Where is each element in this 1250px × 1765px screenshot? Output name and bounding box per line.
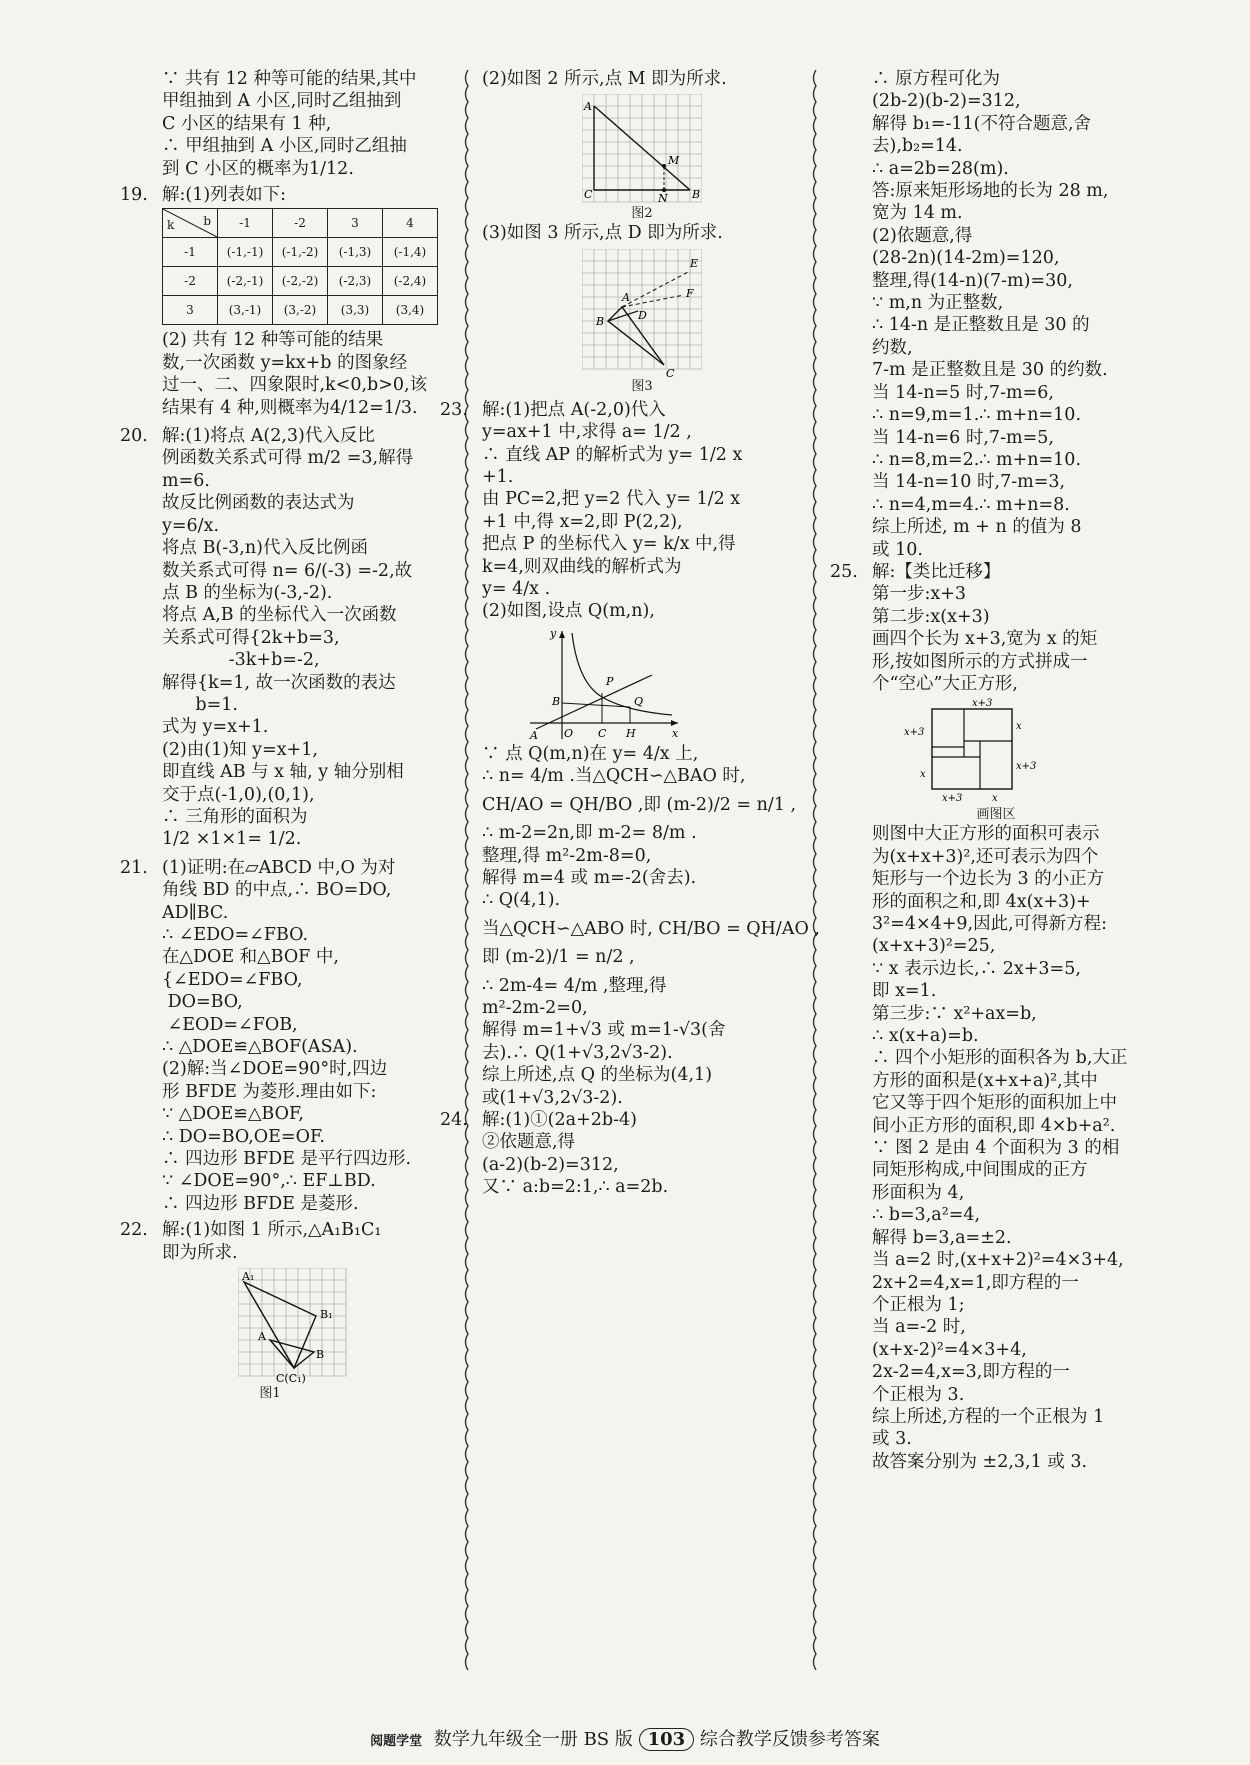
text-line: ∵ 图 2 是由 4 个面积为 3 的相	[872, 1138, 1120, 1159]
label-bottom: x+3	[942, 793, 963, 805]
text-line: b=1.	[162, 694, 238, 715]
question-23	[440, 399, 820, 1109]
text-line: 或 3.	[872, 1429, 912, 1450]
text-line: 2x+2=4,x=1,即方程的一	[872, 1272, 1079, 1293]
text-line: 当 a=2 时,(x+x+2)²=4×3+4,	[872, 1250, 1124, 1271]
text-line: 数关系式可得 n= 6/(-3) =-2,故	[162, 560, 413, 581]
table-header: -2	[273, 209, 328, 238]
text-line: y= 4/x .	[482, 579, 551, 600]
figure-caption: 图3	[631, 378, 653, 394]
text-line: 综上所述,点 Q 的坐标为(4,1)	[482, 1065, 713, 1086]
brand-logo: 阅题学堂	[370, 1734, 423, 1749]
text-line: {∠EDO=∠FBO,	[162, 969, 303, 990]
text-line: 在△DOE 和△BOF 中,	[162, 947, 339, 968]
question-24-continued	[830, 68, 1160, 561]
label-y: y	[550, 626, 557, 640]
text-line: 为(x+x+3)²,还可表示为四个	[872, 846, 1099, 867]
text-line: DO=BO,	[162, 992, 243, 1013]
text-line: ∵ m,n 为正整数,	[872, 293, 1004, 314]
text-line: 它又等于四个矩形的面积加上中	[872, 1093, 1117, 1114]
text-line: ∴ 三角形的面积为	[162, 806, 308, 827]
text-line: (x+x-2)²=4×3+4,	[872, 1339, 1027, 1360]
text-line: 个正根为 1;	[872, 1294, 965, 1315]
footer-section-title: 综合教学反馈参考答案	[699, 1729, 880, 1750]
figure-1	[238, 1268, 348, 1386]
page-number: 103	[639, 1728, 695, 1751]
text-line: 第三步:∵ x²+ax=b,	[872, 1003, 1037, 1024]
text-line: 即为所求.	[162, 1242, 238, 1263]
table-cell: (-1,-1)	[218, 238, 273, 267]
text-line: 即 x=1.	[872, 981, 937, 1002]
label-top: x+3	[972, 698, 993, 710]
question-number: 19.	[120, 185, 148, 206]
text-line: ∴ n=9,m=1.∴ m+n=10.	[872, 405, 1082, 426]
text-line: 约数,	[872, 337, 913, 358]
label-c: C	[584, 188, 593, 202]
text-line: 故答案分别为 ±2,3,1 或 3.	[872, 1451, 1088, 1472]
label-n: N	[658, 192, 668, 206]
column-1	[120, 68, 460, 1402]
text-line: (28-2n)(14-2m)=120,	[872, 248, 1060, 269]
text-line: 解得 m=4 或 m=-2(舍去).	[482, 867, 697, 888]
text-line: k=4,则双曲线的解析式为	[482, 556, 682, 577]
text-line: ∴ m-2=2n,即 m-2= 8/m .	[482, 823, 697, 844]
label-p: P	[606, 674, 614, 688]
label-c: C	[598, 726, 607, 740]
label-c: C(C₁)	[276, 1372, 306, 1386]
text-line: 形 BFDE 为菱形.理由如下:	[162, 1081, 377, 1102]
text-line: 角线 BD 的中点,∴ BO=DO,	[162, 880, 392, 901]
row-header: -1	[163, 238, 218, 267]
text-line: 宽为 14 m.	[872, 203, 963, 224]
text-line: 点 B 的坐标为(-3,-2).	[162, 582, 333, 603]
text-line: ∴ DO=BO,OE=OF.	[162, 1126, 325, 1147]
text-line: (x+x+3)²=25,	[872, 936, 996, 957]
table-cell: (3,4)	[383, 296, 438, 325]
text-line: 1/2 ×1×1= 1/2.	[162, 829, 302, 850]
text-line: 形的面积之和,即 4x(x+3)+	[872, 891, 1091, 912]
text-line: 到 C 小区的概率为1/12.	[162, 158, 354, 179]
label-h: H	[626, 726, 636, 740]
question-number: 20.	[120, 426, 148, 447]
text-line: ∴ a=2b=28(m).	[872, 158, 1009, 179]
table-row	[163, 267, 438, 296]
text-line: 将点 A,B 的坐标代入一次函数	[162, 605, 397, 626]
text-line: 2x-2=4,x=3,即方程的一	[872, 1362, 1070, 1383]
text-line: 将点 B(-3,n)代入反比例函	[162, 538, 368, 559]
figure-2	[582, 94, 702, 206]
text-line: 解:(1)①(2a+2b-4)	[482, 1109, 637, 1130]
label-x: x	[672, 726, 679, 740]
text-line: 答:原来矩形场地的长为 28 m,	[872, 181, 1109, 202]
text-line: 则图中大正方形的面积可表示	[872, 824, 1100, 845]
text-line: ∴ 直线 AP 的解析式为 y= 1/2 x	[482, 444, 743, 465]
text-line: ∴ △DOE≌△BOF(ASA).	[162, 1037, 358, 1058]
figure-3	[582, 249, 702, 379]
table-cell: (3,3)	[328, 296, 383, 325]
text-line: ∴ 四个小矩形的面积各为 b,大正	[872, 1048, 1128, 1069]
text-line: y=6/x.	[162, 515, 220, 536]
text-line: ∵ 点 Q(m,n)在 y= 4/x 上,	[482, 743, 699, 764]
text-line: 例函数关系式可得 m/2 =3,解得	[162, 448, 414, 469]
label-a: A	[258, 1330, 266, 1344]
label-a1: A₁	[242, 1270, 255, 1284]
text-line: ∴ n=8,m=2.∴ m+n=10.	[872, 449, 1082, 470]
text-line: y=ax+1 中,求得 a= 1/2 ,	[482, 422, 692, 443]
table-cell: (-2,-2)	[273, 267, 328, 296]
table-cell: (-1,3)	[328, 238, 383, 267]
question-20	[120, 425, 460, 851]
text-line: ∴ ∠EDO=∠FBO.	[162, 925, 309, 945]
text-line: 式为 y=x+1.	[162, 717, 269, 738]
text-line: ∵ △DOE≌△BOF,	[162, 1104, 304, 1125]
label-top-right: x	[1016, 721, 1022, 733]
text-line: ∴ 14-n 是正整数且是 30 的	[872, 315, 1090, 336]
text-line: +1.	[482, 467, 514, 488]
table-corner	[163, 209, 218, 238]
text-line: 去),b₂=14.	[872, 136, 963, 157]
text-line: 当 14-n=6 时,7-m=5,	[872, 427, 1054, 448]
row-header: -2	[163, 267, 218, 296]
text-line: 甲组抽到 A 小区,同时乙组抽到	[162, 91, 402, 112]
text-line: ∵ 共有 12 种等可能的结果,其中	[162, 69, 417, 89]
text-line: 解:(1)如图 1 所示,△A₁B₁C₁	[162, 1220, 382, 1241]
text-line: 整理,得 m²-2m-8=0,	[482, 845, 652, 866]
column-3	[830, 68, 1160, 1473]
text-line: 解得{k=1, 故一次函数的表达	[162, 672, 396, 693]
corner-label-k: k	[167, 218, 175, 233]
square-figure	[902, 695, 1052, 807]
text-line: 整理,得(14-n)(7-m)=30,	[872, 270, 1073, 291]
question-number: 24.	[440, 1109, 468, 1130]
table-cell: (3,-1)	[218, 296, 273, 325]
text-line: ∠EOD=∠FOB,	[162, 1014, 298, 1035]
text-line: 由 PC=2,把 y=2 代入 y= 1/2 x	[482, 489, 741, 510]
table-cell: (3,-2)	[273, 296, 328, 325]
figure-caption: 图1	[259, 1386, 281, 1402]
label-c: C	[666, 366, 675, 379]
text-line: (3)如图 3 所示,点 D 即为所求.	[482, 223, 723, 244]
text-line: (2)依题意,得	[872, 225, 973, 246]
text-line: ∵ ∠DOE=90°,∴ EF⊥BD.	[162, 1171, 376, 1192]
text-line: (2)如图 2 所示,点 M 即为所求.	[482, 69, 727, 89]
table-cell: (-1,4)	[383, 238, 438, 267]
label-d: D	[638, 308, 647, 322]
text-line: 当△QCH∽△ABO 时, CH/BO = QH/AO ,	[482, 918, 820, 939]
text-line: 或(1+√3,2√3-2).	[482, 1087, 623, 1108]
text-line: ∴ 四边形 BFDE 是菱形.	[162, 1193, 359, 1214]
text-line: 解得 b=3,a=±2.	[872, 1227, 1012, 1248]
text-line: (2)解:当∠DOE=90°时,四边	[162, 1059, 388, 1080]
text-line: 解得 m=1+√3 或 m=1-√3(舍	[482, 1020, 726, 1041]
column-separator-2	[810, 70, 822, 1670]
question-number: 21.	[120, 857, 148, 878]
table-row	[163, 296, 438, 325]
text-line: C 小区的结果有 1 种,	[162, 113, 332, 134]
text-line: 综上所述,方程的一个正根为 1	[872, 1406, 1105, 1427]
text-line: +1 中,得 x=2,即 P(2,2),	[482, 511, 683, 532]
text-line: ②依题意,得	[482, 1132, 576, 1153]
question-number: 23.	[440, 399, 468, 420]
label-b: B	[692, 188, 701, 202]
column-2	[440, 68, 820, 1199]
question-19	[120, 184, 460, 206]
text-line: 形,按如图所示的方式拼成一	[872, 651, 1088, 672]
question-22	[120, 1219, 460, 1264]
figure-caption: 图2	[631, 206, 653, 222]
text-line: 解:(1)将点 A(2,3)代入反比	[162, 426, 375, 447]
text-line: (1)证明:在▱ABCD 中,O 为对	[162, 857, 396, 878]
row-header: 3	[163, 296, 218, 325]
figure-caption: 画图区	[976, 807, 1016, 823]
label-left-2: x	[920, 769, 926, 781]
text-line: 3²=4×4+9,因此,可得新方程:	[872, 914, 1108, 934]
text-line: 同矩形构成,中间围成的正方	[872, 1160, 1088, 1181]
text-line: 形面积为 4,	[872, 1182, 965, 1203]
table-cell: (-2,3)	[328, 267, 383, 296]
text-line: 解得 b₁=-11(不符合题意,舍	[872, 113, 1092, 134]
label-b: B	[552, 694, 561, 708]
text-line: 间小正方形的面积,即 4×b+a².	[872, 1115, 1116, 1136]
text-line: 即直线 AB 与 x 轴, y 轴分别相	[162, 762, 404, 783]
text-line: 个正根为 3.	[872, 1384, 965, 1405]
text-line: (2)由(1)知 y=x+1,	[162, 739, 318, 760]
text-line: AD∥BC.	[162, 902, 229, 923]
text-line: (2b-2)(b-2)=312,	[872, 91, 1021, 112]
text-line: 当 a=-2 时,	[872, 1317, 966, 1338]
text-line: ∴ 甲组抽到 A 小区,同时乙组抽	[162, 136, 407, 157]
text-line: 解:(1)列表如下:	[162, 185, 287, 206]
label-a: A	[622, 290, 630, 304]
text-line: 关系式可得{2k+b=3,	[162, 627, 340, 648]
text-line: ∴ 四边形 BFDE 是平行四边形.	[162, 1149, 412, 1170]
label-a: A	[530, 728, 538, 742]
text-line: (2) 共有 12 种等可能的结果	[162, 330, 384, 351]
page-footer	[0, 1725, 1250, 1751]
table-cell: (-2,-1)	[218, 267, 273, 296]
text-line: 解:(1)把点 A(-2,0)代入	[482, 399, 666, 420]
text-line: 或 10.	[872, 539, 923, 560]
text-line: (2)如图,设点 Q(m,n),	[482, 601, 655, 622]
text-line: 当 14-n=5 时,7-m=6,	[872, 382, 1054, 403]
text-line: 矩形与一个边长为 3 的小正方	[872, 869, 1105, 890]
text-line: ∴ 原方程可化为	[872, 69, 1001, 89]
label-m: M	[668, 154, 680, 168]
text-line: 去).∴ Q(1+√3,2√3-2).	[482, 1042, 673, 1063]
text-line: 当 14-n=10 时,7-m=3,	[872, 472, 1066, 493]
text-line: ∴ b=3,a²=4,	[872, 1205, 981, 1226]
text-line: 结果有 4 种,则概率为4/12=1/3.	[162, 397, 418, 418]
table-header: 4	[383, 209, 438, 238]
text-line: 数,一次函数 y=kx+b 的图象经	[162, 352, 408, 373]
text-line: ∴ n= 4/m .当△QCH∽△BAO 时,	[482, 766, 746, 787]
function-graph	[522, 623, 682, 743]
text-line: ∴ n=4,m=4.∴ m+n=8.	[872, 494, 1070, 515]
question-number: 22.	[120, 1220, 148, 1241]
text-line: 交于点(-1,0),(0,1),	[162, 784, 315, 805]
probability-table	[162, 208, 438, 325]
corner-label-b: b	[203, 214, 211, 229]
label-bottom-right: x	[992, 793, 998, 805]
question-24	[440, 1109, 802, 1199]
text-line: (a-2)(b-2)=312,	[482, 1154, 619, 1175]
label-a: A	[584, 100, 592, 114]
text-line: 第二步:x(x+3)	[872, 606, 990, 627]
label-b: B	[316, 1348, 325, 1362]
footer-book-title: 数学九年级全一册 BS 版	[433, 1729, 633, 1750]
text-line: -3k+b=-2,	[162, 650, 320, 671]
table-header: 3	[328, 209, 383, 238]
question-21	[120, 857, 460, 1216]
text-line: 综上所述, m + n 的值为 8	[872, 517, 1082, 538]
text-line: 第一步:x+3	[872, 584, 967, 605]
text-line: 个“空心”大正方形,	[872, 673, 1018, 694]
label-left: x+3	[904, 727, 925, 739]
text-line: 又∵ a:b=2:1,∴ a=2b.	[482, 1177, 669, 1198]
text-line: ∴ Q(4,1).	[482, 890, 561, 911]
text-line: 7-m 是正整数且是 30 的约数.	[872, 360, 1108, 381]
text-line: CH/AO = QH/BO ,即 (m-2)/2 = n/1 ,	[482, 794, 797, 815]
label-b1: B₁	[320, 1308, 333, 1322]
text-line: 故反比例函数的表达式为	[162, 493, 355, 514]
table-row	[163, 238, 438, 267]
table-header: -1	[218, 209, 273, 238]
text-line: 方形的面积是(x+x+a)²,其中	[872, 1070, 1098, 1091]
text-line: m²-2m-2=0,	[482, 997, 588, 1018]
question-25	[830, 561, 1160, 1473]
text-line: 把点 P 的坐标代入 y= k/x 中,得	[482, 534, 736, 555]
text-line: 画四个长为 x+3,宽为 x 的矩	[872, 629, 1098, 650]
text-line: ∵ x 表示边长,∴ 2x+3=5,	[872, 958, 1081, 979]
q18-tail	[120, 68, 460, 180]
table-cell: (-2,4)	[383, 267, 438, 296]
label-q: Q	[634, 694, 644, 708]
label-e: E	[690, 256, 699, 270]
table-cell: (-1,-2)	[273, 238, 328, 267]
label-right: x+3	[1016, 761, 1037, 773]
text-line: 即 (m-2)/1 = n/2 ,	[482, 947, 635, 968]
text-line: m=6.	[162, 470, 210, 491]
text-line: ∴ 2m-4= 4/m ,整理,得	[482, 975, 667, 996]
label-b: B	[596, 314, 605, 328]
label-f: F	[686, 286, 694, 300]
text-line: ∴ x(x+a)=b.	[872, 1026, 979, 1047]
label-o: O	[564, 726, 574, 740]
text-line: 解:【类比迁移】	[872, 561, 1001, 582]
text-line: 过一、二、四象限时,k<0,b>0,该	[162, 375, 428, 396]
question-number: 25.	[830, 561, 858, 582]
